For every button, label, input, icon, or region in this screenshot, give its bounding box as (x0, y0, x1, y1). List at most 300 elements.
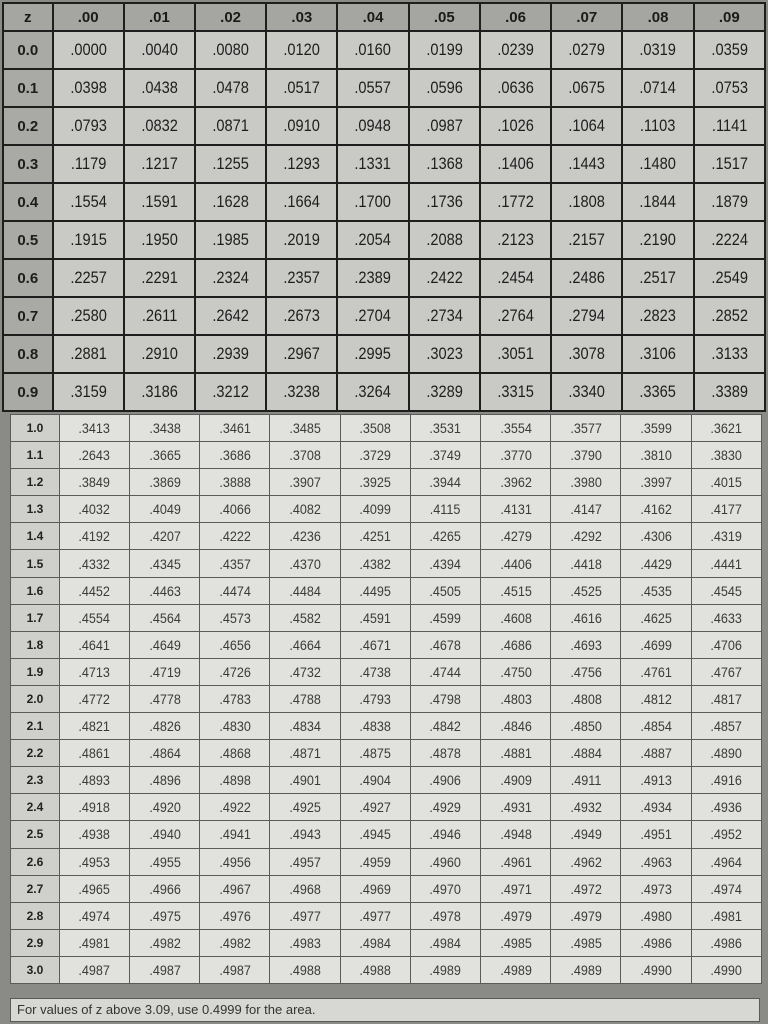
table-row (3, 221, 765, 259)
area-cell: .3531 (414, 415, 477, 442)
area-cell: .4940 (133, 821, 196, 848)
area-cell: .2881 (58, 335, 119, 373)
area-cell: .4463 (133, 577, 196, 604)
area-cell: .3790 (554, 442, 617, 469)
z-value-cell: 2.3 (11, 767, 60, 794)
area-cell: .4838 (344, 713, 407, 740)
area-cell: .0120 (271, 31, 332, 69)
area-cell: .4826 (133, 713, 196, 740)
area-cell: .4767 (695, 658, 758, 685)
area-cell: .4474 (203, 577, 266, 604)
area-cell: .1808 (556, 183, 617, 221)
area-cell: .4946 (414, 821, 477, 848)
area-cell: .3686 (203, 442, 266, 469)
area-cell: .2454 (485, 259, 546, 297)
area-cell: .4925 (273, 794, 336, 821)
area-cell: .0948 (342, 107, 403, 145)
z-value-cell: 0.4 (3, 183, 53, 221)
area-cell: .4974 (63, 902, 126, 929)
area-cell: .0040 (129, 31, 190, 69)
header-z: z (3, 3, 53, 31)
area-cell: .4812 (624, 685, 687, 712)
area-cell: .1443 (556, 145, 617, 183)
area-cell: .4115 (414, 496, 477, 523)
area-cell: .1368 (414, 145, 475, 183)
area-cell: .4608 (484, 604, 547, 631)
z-value-cell: 2.4 (11, 794, 60, 821)
z-value-cell: 2.9 (11, 929, 60, 956)
area-cell: .4830 (203, 713, 266, 740)
area-cell: .4959 (344, 848, 407, 875)
area-cell: .4989 (554, 956, 617, 983)
area-cell: .4177 (695, 496, 758, 523)
area-cell: .4554 (63, 604, 126, 631)
z-value-cell: 0.3 (3, 145, 53, 183)
area-cell: .3023 (414, 335, 475, 373)
z-value-cell: 1.3 (11, 496, 60, 523)
area-cell: .2580 (58, 297, 119, 335)
area-cell: .1950 (129, 221, 190, 259)
area-cell: .4904 (344, 767, 407, 794)
area-cell: .0398 (58, 69, 119, 107)
table-row (11, 658, 762, 685)
area-cell: .4909 (484, 767, 547, 794)
area-cell: .2549 (699, 259, 760, 297)
z-value-cell: 2.1 (11, 713, 60, 740)
table-row (3, 259, 765, 297)
area-cell: .2910 (129, 335, 190, 373)
header-col: .02 (195, 3, 266, 31)
area-cell: .4573 (203, 604, 266, 631)
area-cell: .1772 (485, 183, 546, 221)
area-cell: .4131 (484, 496, 547, 523)
table-row (11, 496, 762, 523)
area-cell: .0517 (271, 69, 332, 107)
area-cell: .4864 (133, 740, 196, 767)
area-cell: .4633 (695, 604, 758, 631)
area-cell: .4920 (133, 794, 196, 821)
area-cell: .0987 (414, 107, 475, 145)
area-cell: .3212 (200, 373, 261, 411)
area-cell: .4948 (484, 821, 547, 848)
area-cell: .4649 (133, 631, 196, 658)
area-cell: .4693 (554, 631, 617, 658)
z-value-cell: 1.7 (11, 604, 60, 631)
area-cell: .1844 (627, 183, 688, 221)
area-cell: .4015 (695, 469, 758, 496)
area-cell: .3708 (273, 442, 336, 469)
area-cell: .4990 (624, 956, 687, 983)
area-cell: .4960 (414, 848, 477, 875)
header-col: .00 (53, 3, 124, 31)
area-cell: .4706 (695, 631, 758, 658)
area-cell: .4750 (484, 658, 547, 685)
area-cell: .3849 (63, 469, 126, 496)
area-cell: .4671 (344, 631, 407, 658)
area-cell: .4719 (133, 658, 196, 685)
area-cell: .4441 (695, 550, 758, 577)
area-cell: .4976 (203, 902, 266, 929)
header-col: .01 (124, 3, 195, 31)
area-cell: .4798 (414, 685, 477, 712)
area-cell: .2088 (414, 221, 475, 259)
area-cell: .0753 (699, 69, 760, 107)
z-value-cell: 0.7 (3, 297, 53, 335)
area-cell: .4988 (344, 956, 407, 983)
area-cell: .3577 (554, 415, 617, 442)
area-cell: .0359 (699, 31, 760, 69)
area-cell: .4066 (203, 496, 266, 523)
area-cell: .4082 (273, 496, 336, 523)
area-cell: .4918 (63, 794, 126, 821)
area-cell: .4744 (414, 658, 477, 685)
area-cell: .4162 (624, 496, 687, 523)
area-cell: .2123 (485, 221, 546, 259)
area-cell: .4505 (414, 577, 477, 604)
area-cell: .4981 (63, 929, 126, 956)
area-cell: .4965 (63, 875, 126, 902)
area-cell: .4983 (273, 929, 336, 956)
area-cell: .2224 (699, 221, 760, 259)
table-row (11, 767, 762, 794)
area-cell: .4901 (273, 767, 336, 794)
area-cell: .4582 (273, 604, 336, 631)
area-cell: .2054 (342, 221, 403, 259)
area-cell: .4625 (624, 604, 687, 631)
area-cell: .0910 (271, 107, 332, 145)
table-row (11, 685, 762, 712)
area-cell: .1141 (699, 107, 760, 145)
z-value-cell: 2.6 (11, 848, 60, 875)
area-cell: .4846 (484, 713, 547, 740)
z-value-cell: 0.2 (3, 107, 53, 145)
area-cell: .4699 (624, 631, 687, 658)
area-cell: .4977 (273, 902, 336, 929)
table-row (3, 31, 765, 69)
z-value-cell: 1.0 (11, 415, 60, 442)
table-row (11, 442, 762, 469)
area-cell: .4953 (63, 848, 126, 875)
area-cell: .4678 (414, 631, 477, 658)
area-cell: .4332 (63, 550, 126, 577)
area-cell: .1700 (342, 183, 403, 221)
area-cell: .4192 (63, 523, 126, 550)
area-cell: .4772 (63, 685, 126, 712)
area-cell: .1293 (271, 145, 332, 183)
area-cell: .4979 (484, 902, 547, 929)
area-cell: .4452 (63, 577, 126, 604)
area-cell: .4599 (414, 604, 477, 631)
area-cell: .0160 (342, 31, 403, 69)
area-cell: .4207 (133, 523, 196, 550)
area-cell: .3962 (484, 469, 547, 496)
area-cell: .4357 (203, 550, 266, 577)
area-cell: .4961 (484, 848, 547, 875)
area-cell: .4535 (624, 577, 687, 604)
area-cell: .4525 (554, 577, 617, 604)
area-cell: .2291 (129, 259, 190, 297)
table-row (11, 902, 762, 929)
area-cell: .4985 (484, 929, 547, 956)
area-cell: .1179 (58, 145, 119, 183)
area-cell: .4968 (273, 875, 336, 902)
area-cell: .3389 (699, 373, 760, 411)
z-value-cell: 1.2 (11, 469, 60, 496)
area-cell: .4964 (695, 848, 758, 875)
area-cell: .4984 (414, 929, 477, 956)
header-row (3, 3, 765, 31)
area-cell: .4987 (133, 956, 196, 983)
area-cell: .1331 (342, 145, 403, 183)
area-cell: .4949 (554, 821, 617, 848)
area-cell: .0279 (556, 31, 617, 69)
area-cell: .4893 (63, 767, 126, 794)
area-cell: .4987 (63, 956, 126, 983)
area-cell: .4875 (344, 740, 407, 767)
header-col: .08 (622, 3, 693, 31)
z-value-cell: 2.7 (11, 875, 60, 902)
area-cell: .2486 (556, 259, 617, 297)
area-cell: .4987 (203, 956, 266, 983)
area-cell: .4969 (344, 875, 407, 902)
area-cell: .4943 (273, 821, 336, 848)
header-col: .03 (266, 3, 337, 31)
area-cell: .4656 (203, 631, 266, 658)
area-cell: .0714 (627, 69, 688, 107)
area-cell: .4984 (344, 929, 407, 956)
area-cell: .4803 (484, 685, 547, 712)
area-cell: .2734 (414, 297, 475, 335)
table-row (11, 415, 762, 442)
area-cell: .2995 (342, 335, 403, 373)
table-row (11, 956, 762, 983)
table-row (3, 373, 765, 411)
area-cell: .2422 (414, 259, 475, 297)
area-cell: .0000 (58, 31, 119, 69)
area-cell: .4938 (63, 821, 126, 848)
area-cell: .4945 (344, 821, 407, 848)
area-cell: .2642 (200, 297, 261, 335)
area-cell: .4931 (484, 794, 547, 821)
area-cell: .4778 (133, 685, 196, 712)
area-cell: .4989 (484, 956, 547, 983)
area-cell: .1103 (627, 107, 688, 145)
area-cell: .4319 (695, 523, 758, 550)
area-cell: .3888 (203, 469, 266, 496)
z-value-cell: 0.6 (3, 259, 53, 297)
z-value-cell: 1.8 (11, 631, 60, 658)
area-cell: .3340 (556, 373, 617, 411)
area-cell: .0557 (342, 69, 403, 107)
area-cell: .4922 (203, 794, 266, 821)
table-row (3, 107, 765, 145)
area-cell: .4868 (203, 740, 266, 767)
area-cell: .2823 (627, 297, 688, 335)
area-cell: .4966 (133, 875, 196, 902)
area-cell: .4032 (63, 496, 126, 523)
area-cell: .4977 (344, 902, 407, 929)
area-cell: .4616 (554, 604, 617, 631)
area-cell: .4887 (624, 740, 687, 767)
area-cell: .2794 (556, 297, 617, 335)
area-cell: .4382 (344, 550, 407, 577)
area-cell: .4147 (554, 496, 617, 523)
area-cell: .4963 (624, 848, 687, 875)
area-cell: .0832 (129, 107, 190, 145)
header-col: .06 (480, 3, 551, 31)
area-cell: .2611 (129, 297, 190, 335)
area-cell: .3554 (484, 415, 547, 442)
table-row (11, 713, 762, 740)
area-cell: .2019 (271, 221, 332, 259)
area-cell: .3485 (273, 415, 336, 442)
z-value-cell: 1.5 (11, 550, 60, 577)
area-cell: .3238 (271, 373, 332, 411)
area-cell: .4985 (554, 929, 617, 956)
area-cell: .4990 (695, 956, 758, 983)
table-row (11, 740, 762, 767)
area-cell: .4370 (273, 550, 336, 577)
area-cell: .4974 (695, 875, 758, 902)
header-col: .05 (409, 3, 480, 31)
area-cell: .3315 (485, 373, 546, 411)
area-cell: .2852 (699, 297, 760, 335)
area-cell: .0319 (627, 31, 688, 69)
area-cell: .3770 (484, 442, 547, 469)
area-cell: .2357 (271, 259, 332, 297)
area-cell: .4871 (273, 740, 336, 767)
area-cell: .0080 (200, 31, 261, 69)
area-cell: .4956 (203, 848, 266, 875)
area-cell: .3078 (556, 335, 617, 373)
area-cell: .4788 (273, 685, 336, 712)
area-cell: .4986 (695, 929, 758, 956)
area-cell: .1217 (129, 145, 190, 183)
area-cell: .3749 (414, 442, 477, 469)
area-cell: .2967 (271, 335, 332, 373)
area-cell: .4941 (203, 821, 266, 848)
header-col: .07 (551, 3, 622, 31)
area-cell: .4495 (344, 577, 407, 604)
area-cell: .4406 (484, 550, 547, 577)
area-cell: .4564 (133, 604, 196, 631)
z-value-cell: 1.9 (11, 658, 60, 685)
area-cell: .4972 (554, 875, 617, 902)
area-cell: .4913 (624, 767, 687, 794)
area-cell: .1985 (200, 221, 261, 259)
header-col: .09 (694, 3, 765, 31)
area-cell: .4664 (273, 631, 336, 658)
area-cell: .4783 (203, 685, 266, 712)
area-cell: .4881 (484, 740, 547, 767)
area-cell: .3051 (485, 335, 546, 373)
area-cell: .4251 (344, 523, 407, 550)
area-cell: .2643 (63, 442, 126, 469)
area-cell: .4971 (484, 875, 547, 902)
z-value-cell: 2.2 (11, 740, 60, 767)
area-cell: .4292 (554, 523, 617, 550)
area-cell: .4808 (554, 685, 617, 712)
area-cell: .4484 (273, 577, 336, 604)
area-cell: .4306 (624, 523, 687, 550)
area-cell: .3133 (699, 335, 760, 373)
area-cell: .4793 (344, 685, 407, 712)
table-row (3, 297, 765, 335)
table-row (11, 631, 762, 658)
header-col: .04 (337, 3, 408, 31)
area-cell: .4515 (484, 577, 547, 604)
area-cell: .4418 (554, 550, 617, 577)
area-cell: .4641 (63, 631, 126, 658)
area-cell: .4981 (695, 902, 758, 929)
area-cell: .3907 (273, 469, 336, 496)
area-cell: .1736 (414, 183, 475, 221)
area-cell: .4545 (695, 577, 758, 604)
area-cell: .4982 (133, 929, 196, 956)
area-cell: .4952 (695, 821, 758, 848)
area-cell: .4236 (273, 523, 336, 550)
area-cell: .0675 (556, 69, 617, 107)
table-row (11, 875, 762, 902)
area-cell: .2257 (58, 259, 119, 297)
area-cell: .4979 (554, 902, 617, 929)
area-cell: .3869 (133, 469, 196, 496)
area-cell: .3665 (133, 442, 196, 469)
area-cell: .4936 (695, 794, 758, 821)
area-cell: .0478 (200, 69, 261, 107)
area-cell: .3810 (624, 442, 687, 469)
area-cell: .4929 (414, 794, 477, 821)
z-value-cell: 0.9 (3, 373, 53, 411)
area-cell: .2324 (200, 259, 261, 297)
area-cell: .1879 (699, 183, 760, 221)
area-cell: .2190 (627, 221, 688, 259)
area-cell: .4817 (695, 685, 758, 712)
area-cell: .4970 (414, 875, 477, 902)
area-cell: .3621 (695, 415, 758, 442)
area-cell: .4890 (695, 740, 758, 767)
area-cell: .3980 (554, 469, 617, 496)
area-cell: .3461 (203, 415, 266, 442)
area-cell: .4932 (554, 794, 617, 821)
table-row (11, 469, 762, 496)
area-cell: .4726 (203, 658, 266, 685)
area-cell: .3186 (129, 373, 190, 411)
area-cell: .1554 (58, 183, 119, 221)
z-value-cell: 3.0 (11, 956, 60, 983)
z-value-cell: 2.0 (11, 685, 60, 712)
area-cell: .4962 (554, 848, 617, 875)
area-cell: .4980 (624, 902, 687, 929)
area-cell: .1406 (485, 145, 546, 183)
z-value-cell: 1.1 (11, 442, 60, 469)
table-row (3, 183, 765, 221)
area-cell: .4591 (344, 604, 407, 631)
area-cell: .4834 (273, 713, 336, 740)
z-value-cell: 2.8 (11, 902, 60, 929)
area-cell: .3159 (58, 373, 119, 411)
area-cell: .4732 (273, 658, 336, 685)
area-cell: .2764 (485, 297, 546, 335)
area-cell: .4916 (695, 767, 758, 794)
z-value-cell: 0.5 (3, 221, 53, 259)
area-cell: .3944 (414, 469, 477, 496)
area-cell: .4761 (624, 658, 687, 685)
area-cell: .0199 (414, 31, 475, 69)
area-cell: .4265 (414, 523, 477, 550)
area-cell: .3830 (695, 442, 758, 469)
area-cell: .4713 (63, 658, 126, 685)
